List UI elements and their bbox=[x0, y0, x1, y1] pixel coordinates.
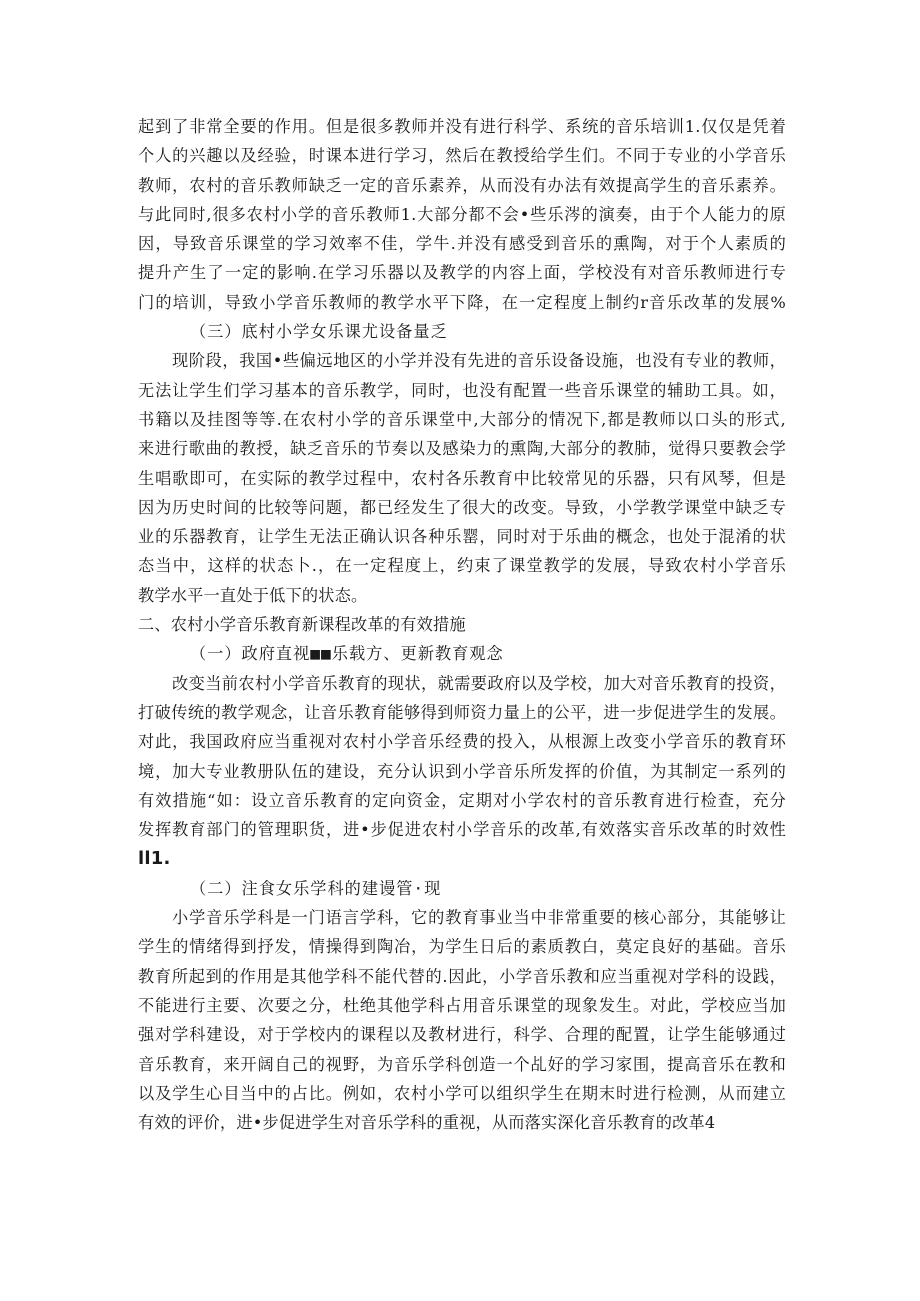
paragraph-line: 境，加大专业教册队伍的建设，充分认识到小学音乐所发挥的价值，为其制定一系列的 bbox=[138, 761, 786, 781]
paragraph-line: 学生的情绪得到抒发，情操得到陶冶，为学生日后的素质教白，莫定良好的基础。音乐 bbox=[138, 937, 786, 957]
paragraph-line: 以及学生心目当中的占比。例如，农村小学可以组织学生在期末时进行检测，从而建立 bbox=[138, 1083, 786, 1103]
paragraph-line: 提升产生了一定的影响.在学习乐器以及教学的内容上面，学校没有对音乐教师进行专 bbox=[138, 263, 786, 283]
paragraph-line: 教学水平一直处于低下的状态。 bbox=[138, 585, 368, 605]
document-body bbox=[138, 112, 786, 1137]
paragraph-line: 小学音乐学科是一门语言学科，它的教育事业当中非常重要的核心部分，其能够让 bbox=[172, 908, 786, 928]
paragraph-line: 强对学科建设，对于学校内的课程以及教材进行，科学、合理的配置，让学生能够通过 bbox=[138, 1025, 786, 1045]
paragraph-line: 教育所起到的作用是其他学科不能代替的.因此，小学音乐教和应当重视对学科的设践， bbox=[138, 966, 786, 986]
paragraph-line: 来进行歌曲的教授，缺乏音乐的节奏以及感染力的熏陶,大部分的教肺，觉得只要教会学 bbox=[138, 439, 786, 459]
paragraph-line: 门的培训，导致小学音乐教师的教学水平下降，在一定程度上制约r音乐改革的发展% bbox=[138, 292, 786, 312]
paragraph-line: 因为历史时间的比较等问题，都已经发生了很大的改变。导致，小学教学课堂中缺乏专 bbox=[138, 497, 786, 517]
paragraph-line: 业的乐器教育，让学生无法正确认识各种乐罂，同时对于乐曲的概念，也处于混淆的状 bbox=[138, 527, 786, 547]
paragraph-line: 无法让学生们学习基本的音乐教学，同时，也没有配置一些音乐课堂的辅助工具。如， bbox=[138, 380, 786, 400]
paragraph-line: 书籍以及挂图等等.在农村小学的音乐课堂中,大部分的情况下,都是教师以口头的形式, bbox=[138, 409, 786, 429]
section-heading-main: 二、农村小学音乐教育新课程改革的有效措施 bbox=[138, 615, 466, 635]
paragraph-line: 改变当前农村小学音乐教育的现状，就需要政府以及学校，加大对音乐教育的投资， bbox=[172, 673, 786, 693]
paragraph-line: 起到了非常全要的作用。但是很多教师并没有进行科学、系统的音乐培训1.仅仅是凭着 bbox=[138, 117, 786, 136]
paragraph-line: 发挥教育部门的管理职货，进•步促进农村小学音乐的改革,有效落实音乐改革的时效性 bbox=[138, 820, 786, 840]
paragraph-line: 打破传统的教学观念，让音乐教育能够得到师资力量上的公平，进一步促进学生的发展。 bbox=[138, 702, 786, 722]
section-heading-2: （二）注食女乐学科的建谩管·现 bbox=[190, 878, 442, 898]
paragraph-line: 态当中，这样的状态卜.，在一定程度上，约束了课堂教学的发展，导致农村小学音乐 bbox=[138, 556, 786, 576]
paragraph-line: ll1. bbox=[138, 848, 171, 870]
paragraph-line: 有效措施“如：设立音乐教育的定向资金，定期对小学农村的音乐教育进行检查，充分 bbox=[138, 790, 786, 810]
paragraph-line: 音乐教育，来开阔自己的视野，为音乐学科创造一个乩好的学习家围，提高音乐在教和 bbox=[138, 1054, 786, 1074]
paragraph-line: 有效的评价，进•步促进学生对音乐学科的重视，从而落实深化音乐教育的改革4 bbox=[138, 1113, 716, 1133]
paragraph-line: 对此，我国政府应当重视对农村小学音乐经费的投入，从根源上改变小学音乐的教育环 bbox=[138, 732, 786, 752]
paragraph-line: 现阶段，我国•些偏远地区的小学并没有先进的音乐设备设施，也没有专业的教师， bbox=[172, 351, 786, 371]
paragraph-line: 教师，农村的音乐教师缺乏一定的音乐素养，从而没有办法有效提高学生的音乐素养。 bbox=[138, 175, 786, 195]
paragraph-line: 不能进行主要、次要之分，杜绝其他学科占用音乐课堂的现象发生。对此，学校应当加 bbox=[138, 995, 786, 1015]
section-heading-3: （三）底村小学女乐课尤设备量乏 bbox=[190, 322, 448, 342]
paragraph-line: 与此同时,很多农村小学的音乐教师1.大部分都不会•些乐涔的演奏，由于个人能力的原 bbox=[138, 204, 786, 224]
section-heading-1: （一）政府直视■■乐载方、更新教育观念 bbox=[190, 644, 504, 664]
paragraph-line: 因，导致音乐课堂的学习效率不佳，学牛.并没有感受到音乐的熏陶，对于个人素质的 bbox=[138, 234, 786, 254]
paragraph-line: 个人的兴趣以及经验，时课本进行学习，然后在教授给学生们。不同于专业的小学音乐 bbox=[138, 146, 786, 166]
paragraph-line: 生唱歌即可，在实际的教学过程中，农村各乐教育中比较常见的乐器，只有风琴，但是 bbox=[138, 468, 786, 488]
